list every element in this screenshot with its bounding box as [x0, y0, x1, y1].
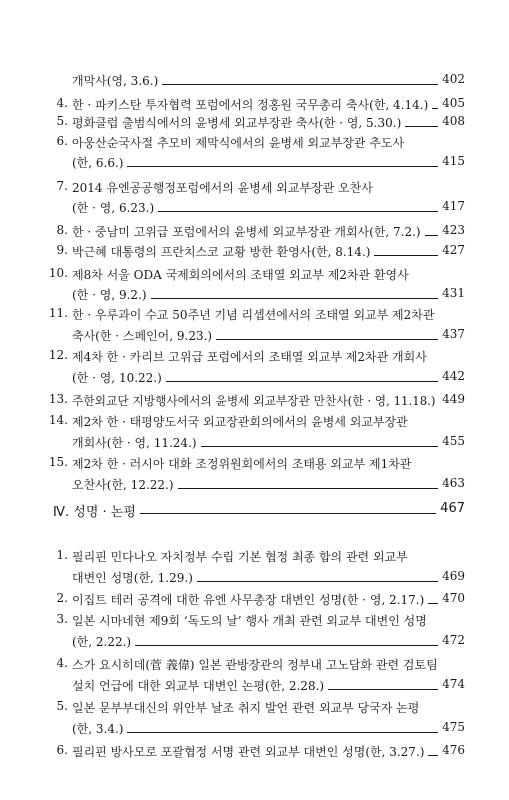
page-number: 437	[442, 327, 465, 341]
page-number: 449	[442, 392, 465, 406]
toc-entry	[0, 199, 509, 216]
toc-entry	[0, 72, 509, 89]
section-heading	[0, 501, 509, 518]
toc-entry	[0, 699, 509, 716]
entry-title: 개막사(영, 3.6.)	[72, 74, 159, 88]
dot-leader	[428, 603, 438, 604]
page-number: 423	[442, 223, 465, 237]
toc-entry	[0, 612, 509, 629]
toc-entry	[0, 569, 509, 586]
entry-number: 4.	[56, 96, 68, 110]
toc-entry	[0, 179, 509, 196]
toc-entry	[0, 243, 509, 260]
dot-leader	[405, 126, 438, 127]
page-number: 474	[442, 677, 465, 691]
entry-title: (한, 3.4.)	[72, 722, 124, 736]
toc-entry	[0, 348, 509, 365]
toc-entry	[0, 656, 509, 673]
entry-number: 14.	[48, 413, 68, 427]
entry-number: 13.	[48, 392, 68, 406]
entry-title: 이집트 테러 공격에 대한 유엔 사무총장 대변인 성명(한 · 영, 2.17.)	[72, 593, 425, 607]
entry-title: 한 · 우루과이 수교 50주년 기념 리셉션에서의 조태열 외교부 제2차관	[72, 308, 435, 322]
toc-entry	[0, 413, 509, 430]
page-number: 472	[442, 633, 465, 647]
toc-entry	[0, 134, 509, 151]
toc-entry	[0, 114, 509, 131]
entry-title: 일본 문부부대신의 위안부 날조 취지 발언 관련 외교부 당국자 논평	[72, 701, 420, 715]
page-number: 431	[442, 286, 465, 300]
entry-title: 필리핀 방사모로 포괄협정 서명 관련 외교부 대변인 성명(한, 3.27.)	[72, 745, 425, 759]
page-number: 470	[442, 591, 465, 605]
entry-number: 9.	[56, 243, 68, 257]
dot-leader	[425, 235, 438, 236]
section-title: Ⅳ. 성명 · 논평	[53, 505, 136, 520]
toc-entry	[0, 96, 509, 113]
entry-title: 일본 시마네현 제9회 ‘독도의 날’ 행사 개최 관련 외교부 대변인 성명	[72, 614, 427, 628]
entry-title: 아웅산순국사절 추모비 제막식에서의 윤병세 외교부장관 추도사	[72, 136, 405, 150]
dot-leader	[151, 298, 438, 299]
entry-number: 8.	[56, 223, 68, 237]
entry-number: 12.	[48, 348, 68, 362]
entry-number: 2.	[56, 591, 68, 605]
dot-leader	[428, 755, 438, 756]
toc-entry	[0, 633, 509, 650]
toc-entry	[0, 286, 509, 303]
entry-title: 대변인 성명(한, 1.29.)	[72, 571, 193, 585]
toc-entry	[0, 548, 509, 565]
toc-entry	[0, 266, 509, 283]
toc-entry	[0, 476, 509, 493]
entry-number: 3.	[56, 612, 68, 626]
page-number: 415	[442, 154, 465, 168]
page-number: 417	[442, 199, 465, 213]
entry-title: 평화클럽 출범식에서의 윤병세 외교부장관 축사(한 · 영, 5.30.)	[72, 116, 402, 130]
page-number: 475	[442, 720, 465, 734]
entry-title: (한 · 영, 9.2.)	[72, 288, 147, 302]
entry-title: 박근혜 대통령의 프란치스코 교황 방한 환영사(한, 8.14.)	[72, 245, 371, 259]
page-number: 405	[442, 96, 465, 110]
entry-title: 제4차 한 · 카리브 고위급 포럼에서의 조태열 외교부 제2차관 개회사	[72, 350, 427, 364]
toc-entry	[0, 434, 509, 451]
entry-number: 6.	[56, 134, 68, 148]
entry-title: 2014 유엔공공행정포럼에서의 윤병세 외교부장관 오찬사	[72, 181, 373, 195]
entry-title: (한, 6.6.)	[72, 156, 124, 170]
page-number: 408	[442, 114, 465, 128]
entry-title: 제8차 서울 ODA 국제회의에서의 조태열 외교부 제2차관 환영사	[72, 268, 409, 282]
toc-entry	[0, 306, 509, 323]
page-number: 463	[442, 476, 465, 490]
toc-entry	[0, 154, 509, 171]
entry-title: 축사(한 · 스페인어, 9.23.)	[72, 329, 213, 343]
entry-number: 6.	[56, 743, 68, 757]
page-number: 455	[442, 434, 465, 448]
dot-leader	[374, 255, 438, 256]
dot-leader	[135, 645, 438, 646]
entry-number: 15.	[48, 455, 68, 469]
entry-title: 필리핀 민다나오 자치정부 수립 기본 협정 최종 합의 관련 외교부	[72, 550, 408, 564]
page-number: 402	[442, 72, 465, 86]
toc-entry	[0, 369, 509, 386]
toc-entry	[0, 455, 509, 472]
dot-leader	[127, 166, 438, 167]
dot-leader	[328, 689, 438, 690]
entry-title: 한 · 파키스탄 투자협력 포럼에서의 정홍원 국무총리 축사(한, 4.14.)	[72, 98, 429, 112]
dot-leader	[158, 211, 438, 212]
entry-number: 1.	[56, 548, 68, 562]
dot-leader	[432, 108, 438, 109]
dot-leader	[166, 381, 438, 382]
page-number: 442	[442, 369, 465, 383]
dot-leader	[178, 488, 438, 489]
entry-title: (한, 2.22.)	[72, 635, 132, 649]
page-number: 476	[442, 743, 465, 757]
toc-entry	[0, 743, 509, 760]
entry-title: (한 · 영, 10.22.)	[72, 371, 162, 385]
dot-leader	[197, 581, 438, 582]
toc-entry	[0, 327, 509, 344]
entry-title: (한 · 영, 6.23.)	[72, 201, 155, 215]
entry-number: 10.	[48, 266, 68, 280]
entry-title: 제2차 한 · 태평양도서국 외교장관회의에서의 윤병세 외교부장관	[72, 415, 408, 429]
toc-entry	[0, 677, 509, 694]
entry-title: 설치 언급에 대한 외교부 대변인 논평(한, 2.28.)	[72, 679, 325, 693]
dot-leader	[201, 446, 438, 447]
entry-number: 5.	[56, 699, 68, 713]
entry-number: 4.	[56, 656, 68, 670]
entry-number: 11.	[48, 306, 68, 320]
toc-entry	[0, 223, 509, 240]
page-number: 467	[440, 501, 465, 516]
entry-title: 제2차 한 · 러시아 대화 조정위원회에서의 조태용 외교부 제1차관	[72, 457, 412, 471]
toc-entry	[0, 720, 509, 737]
entry-title: 한 · 중남미 고위급 포럼에서의 윤병세 외교부장관 개회사(한, 7.2.)	[72, 225, 421, 239]
dot-leader	[127, 732, 438, 733]
dot-leader	[140, 513, 436, 514]
entry-title: 오찬사(한, 12.22.)	[72, 478, 174, 492]
entry-title: 스가 요시히데(菅 義偉) 일본 관방장관의 정부내 고노담화 관련 검토팀	[72, 658, 438, 672]
dot-leader	[162, 84, 438, 85]
entry-title: 주한외교단 지방행사에서의 윤병세 외교부장관 만찬사(한 · 영, 11.18.)	[72, 394, 436, 408]
page-number: 469	[442, 569, 465, 583]
entry-number: 5.	[56, 114, 68, 128]
entry-title: 개회사(한 · 영, 11.24.)	[72, 436, 197, 450]
toc-entry	[0, 392, 509, 409]
toc-entry	[0, 591, 509, 608]
entry-number: 7.	[56, 179, 68, 193]
page-number: 427	[442, 243, 465, 257]
dot-leader	[216, 339, 438, 340]
